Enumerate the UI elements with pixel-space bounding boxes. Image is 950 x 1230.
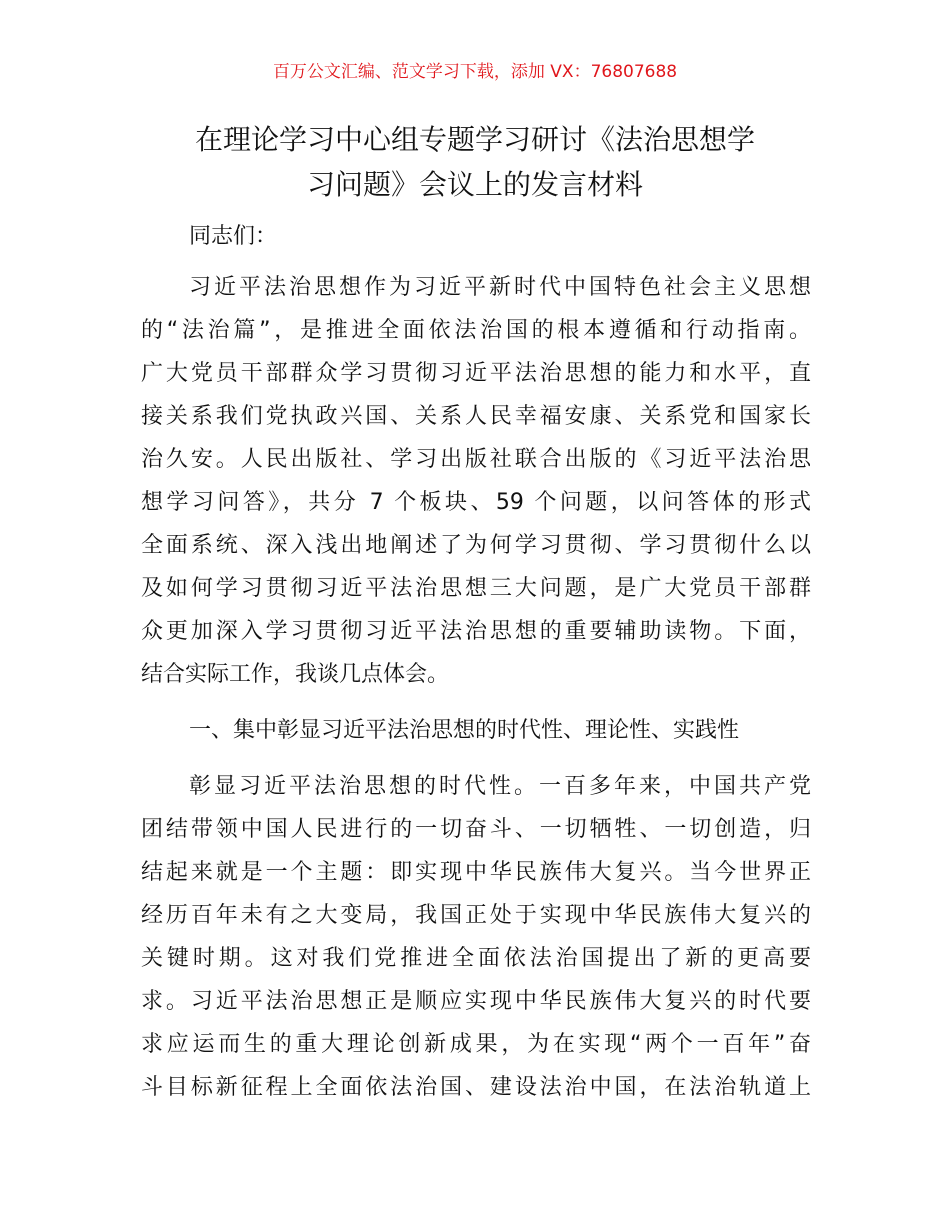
paragraph-line: 求。习近平法治思想正是顺应实现中华民族伟大复兴的时代要 [141,989,811,1014]
paragraph-line: 求应运而生的重大理论创新成果，为在实现“两个一百年”奋 [141,1032,811,1057]
paragraph-line: 团结带领中国人民进行的一切奋斗、一切牺牲、一切创造，归 [141,817,811,842]
paragraph-line: 及如何学习贯彻习近平法治思想三大问题，是广大党员干部群 [141,576,811,601]
paragraph-line: 经历百年未有之大变局，我国正处于实现中华民族伟大复兴的 [141,903,811,928]
paragraph-line: 彰显习近平法治思想的时代性。一百多年来，中国共产党 [189,774,811,799]
salutation: 同志们： [189,224,278,249]
paragraph-line: 接关系我们党执政兴国、关系人民幸福安康、关系党和国家长 [141,404,811,429]
watermark-header: 百万公文汇编、范文学习下载，添加 VX：76807688 [272,62,678,82]
paragraph-line: 想学习问答》，共分 7 个板块、59 个问题，以问答体的形式 [141,490,811,515]
section-heading-1: 一、集中彰显习近平法治思想的时代性、理论性、实践性 [189,718,740,743]
paragraph-line: 广大党员干部群众学习贯彻习近平法治思想的能力和水平，直 [141,361,811,386]
paragraph-line: 的“法治篇”，是推进全面依法治国的根本遵循和行动指南。 [141,318,811,343]
paragraph-line: 结合实际工作，我谈几点体会。 [141,662,450,687]
paragraph-line: 习近平法治思想作为习近平新时代中国特色社会主义思想 [189,275,811,300]
paragraph-line: 治久安。人民出版社、学习出版社联合出版的《习近平法治思 [141,447,811,472]
paragraph-line: 关键时期。这对我们党推进全面依法治国提出了新的更高要 [141,946,811,971]
paragraph-line: 斗目标新征程上全面依法治国、建设法治中国，在法治轨道上 [141,1075,811,1100]
title-line-2: 习问题》会议上的发言材料 [306,168,643,201]
paragraph-line: 全面系统、深入浅出地阐述了为何学习贯彻、学习贯彻什么以 [141,533,811,558]
paragraph-line: 众更加深入学习贯彻习近平法治思想的重要辅助读物。下面， [141,619,811,644]
paragraph-line: 结起来就是一个主题：即实现中华民族伟大复兴。当今世界正 [141,860,811,885]
title-line-1: 在理论学习中心组专题学习研讨《法治思想学 [194,123,755,156]
